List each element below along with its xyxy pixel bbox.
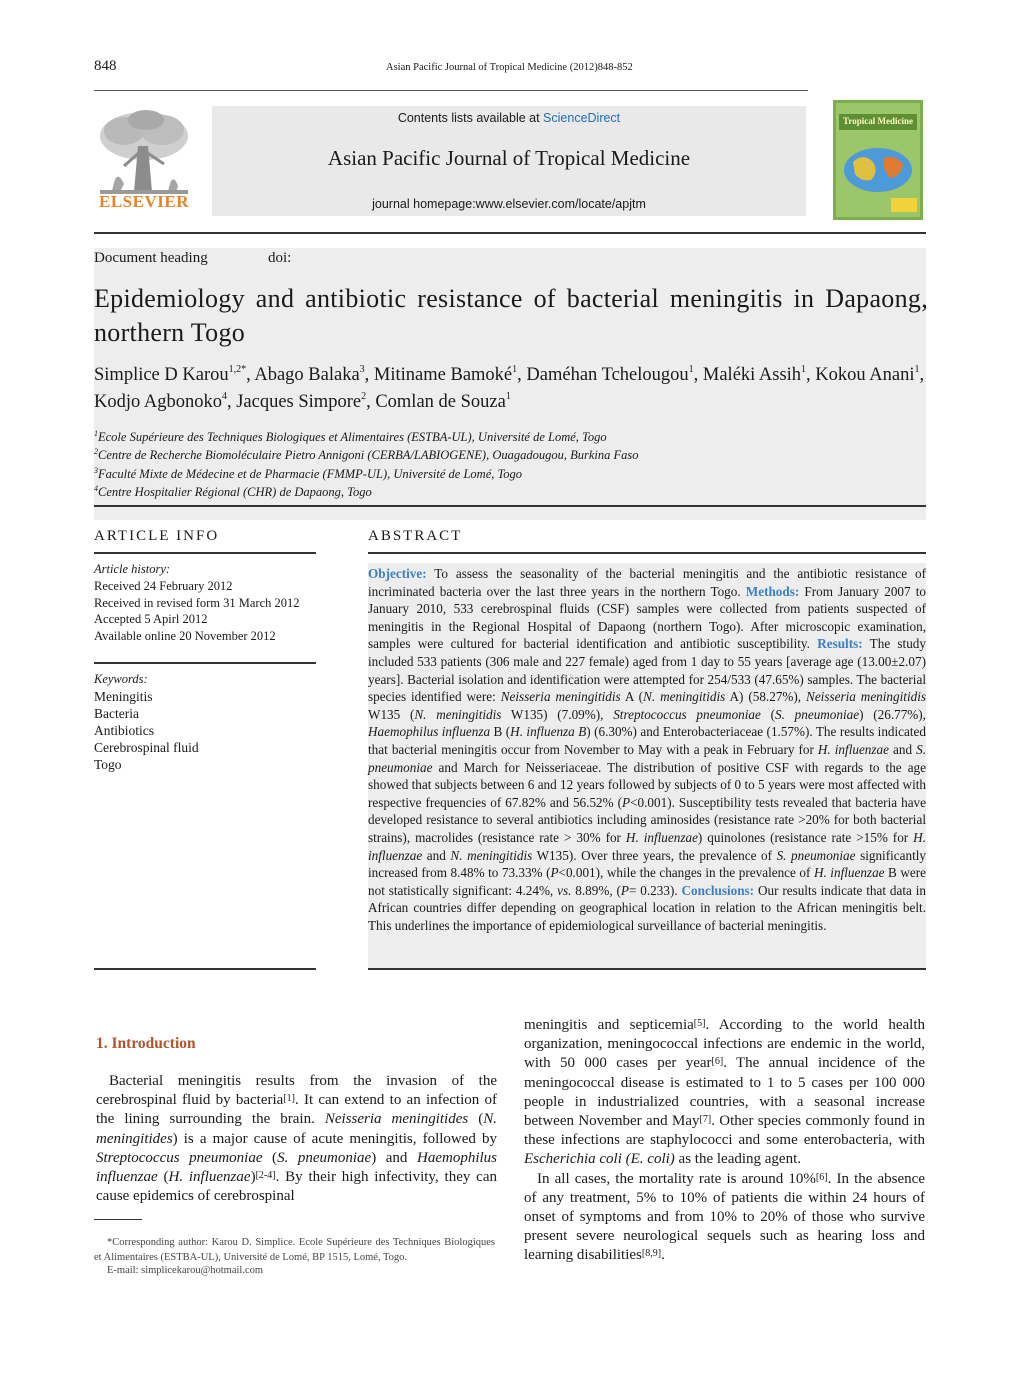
text-run: B ( [490,724,511,740]
band-rule [94,505,926,507]
history-received: Received 24 February 2012 [94,578,233,593]
italic-term: Neisseria meningitidis [500,689,621,705]
author-affiliation-marker: 1,2* [228,364,247,375]
text-run: as the leading agent. [674,1151,802,1168]
citation-ref[interactable]: [1] [283,1093,295,1105]
citation-ref[interactable]: [2-4] [255,1170,276,1182]
italic-term: H. influenzae [817,741,889,757]
affiliation-text: Faculté Mixte de Médecine et de Pharmacie (FMMP-UL), Université de Lomé, Togo [98,466,523,481]
italic-term: S. pneumoniae [776,847,856,863]
article-info-heading: ARTICLE INFO [94,528,220,544]
history-online: Available online 20 November 2012 [94,629,276,644]
author-name: Jacques Simpore [236,392,362,412]
section-heading-introduction: 1. Introduction [96,1035,196,1052]
conclusions-label: Conclusions: [681,882,755,898]
affiliation-item [94,483,928,501]
italic-term: S. pneumoniae [277,1149,372,1166]
text-run: Bacterial meningitis results from the invasion of the cerebrospinal fluid by bacteria [96,1073,497,1109]
italic-term: S. pneumoniae [775,706,860,722]
keyword-item: Cerebrospinal fluid [94,740,199,755]
results-text [368,636,926,897]
keywords-rule [94,662,316,664]
introduction-column-1 [96,1072,497,1206]
italic-term: P [622,794,631,810]
text-run: . The annual incidence of the meningococcal disease is estimated to 1 to 5 cases per 100 000 people in industrialized countries, with a seasonal increase between November and May [524,1055,925,1130]
citation-ref[interactable]: [6] [711,1056,724,1068]
italic-term: H. influenzae [625,829,698,845]
text-run: significantly increased from 8.48% to 73.33% ( [368,847,926,881]
author-name: Mitiname Bamoké [373,365,513,385]
article-history [94,561,316,645]
footnote-rule [94,1219,142,1220]
author-affiliation-marker: 1 [914,364,920,375]
corresponding-email[interactable]: E-mail: simplicekarou@hotmail.com [107,1265,264,1276]
italic-term: Haemophilus influenza [368,724,491,740]
italic-term: Neisseria meningitidis [806,689,926,705]
text-run: . [661,1247,665,1264]
text-run: ( [760,706,776,722]
text-run: meningitis and septicemia [524,1017,694,1033]
abstract-text [368,565,926,934]
journal-cover-thumbnail[interactable] [833,100,923,220]
author-affiliation-marker: 1 [505,391,511,402]
text-run: ) (26.77%), [859,706,926,722]
journal-homepage-link[interactable]: journal homepage:www.elsevier.com/locate/apjtm [372,197,646,211]
affiliation-number: 3 [94,465,98,475]
italic-term: Streptococcus pneumoniae [96,1149,263,1166]
citation-ref[interactable]: [8,9] [641,1248,662,1260]
affiliation-number: 2 [94,447,98,457]
affiliation-text: Ecole Supérieure des Techniques Biologiques et Alimentaires (ESTBA-UL), Université de Lomé, Togo [98,430,607,444]
article-info-bottom-rule [94,968,316,970]
author-affiliation-marker: 1 [688,364,694,375]
text-run: In all cases, the mortality rate is around 10% [537,1170,816,1187]
text-run: ( [157,1169,169,1186]
text-run: ( [468,1111,484,1128]
text-run: . In the absence of any treatment, 5% to 10% of patients die within 24 hours of onset of symptoms and from 10% to 20% of those who survive present severe neurological sequels such as hearing loss and learning disabilities [524,1170,925,1264]
elsevier-wordmark: ELSEVIER [99,192,189,211]
text-run: W135 ( [368,706,415,722]
text-run: ) quinolones (resistance rate >15% for [697,829,914,845]
italic-term: Streptococcus pneumoniae [613,706,761,722]
history-revised: Received in revised form 31 March 2012 [94,595,300,610]
methods-text: From January 2007 to January 2010, 533 cerebrospinal fluids (CSF) samples were collected from patients suspected of meningitis in the Regional Hospital of Dapaong (northern Togo). After microscopic examination, samples were cultured for bacterial identification and antibiotic susceptibility. [368,583,926,652]
affiliation-item [94,446,928,464]
journal-masthead [212,106,806,216]
text-run: ) [250,1169,256,1186]
introduction-paragraph [524,1016,925,1170]
author-affiliation-marker: 1 [801,364,807,375]
italic-term: Escherichia coli (E. coli) [524,1151,675,1168]
article-info-rule [94,552,316,554]
italic-term: P [620,882,629,898]
text-run: W135). Over three years, the prevalence of [532,847,777,863]
italic-term: N. meningitides [96,1111,498,1147]
text-run: ( [262,1149,278,1166]
author-affiliation-marker: 3 [359,364,365,375]
text-run: The study included 533 patients (306 male and 227 female) aged from 1 day to 55 years [average age (13.00±2.07) years]. Bacterial isolation and identification were attempted for 254/533 (47.65%) samples. The bacterial species identified were: [368,636,926,705]
introduction-paragraph [524,1170,925,1266]
affiliation-text: Centre Hospitalier Régional (CHR) de Dapaong, Togo [98,484,372,499]
introduction-column-2 [524,1016,925,1266]
contents-prefix: Contents lists available at [397,111,544,125]
text-run: . Other species commonly found in these infections are staphylococci and some enterobacteria, with [524,1113,926,1149]
text-run: and March for Neisseriaceae. The distribution of positive CSF with regards to the age showed that subjects between 6 and 12 years followed by subjects of 0 to 5 years were most affected with respective frequencies of 67.82% and 56.52% ( [368,759,926,810]
text-run: . According to the world health organization, meningococcal infections are endemic in the world, with 50 000 cases per year [524,1017,925,1072]
abstract-rule [368,552,926,554]
italic-term: H. influenzae [813,865,885,881]
masthead-rule [94,232,926,234]
elsevier-logo[interactable] [94,106,194,218]
italic-term: H. influenzae [168,1169,251,1186]
cover-journal-name: Tropical Medicine [843,116,913,126]
keyword-item: Bacteria [94,706,139,721]
citation-ref[interactable]: [7] [699,1114,712,1126]
text-run: <0.001). Susceptibility tests revealed that bacteria have developed resistance to several antibiotics including aminosides (resistance rate >20% for both bacterial strains), macrolides (resistance rate > 30% for [368,794,926,845]
journal-title: Asian Pacific Journal of Tropical Medicine [327,146,691,170]
corresponding-author-note: *Corresponding author: Karou D. Simplice. Ecole Supérieure des Techniques Biologiques et Alimentaires (ESTBA-UL), Université de Lomé, BP 1515, Lomé, Togo. [94,1237,495,1263]
text-run: B were not statistically significant: 4.24%, [368,865,927,898]
objective-text: To assess the seasonality of the bacterial meningitis and the antibiotic resistance of incriminated bacteria over the last three years in the northern Togo. [368,566,926,599]
italic-term: N. meningitidis [450,847,533,863]
italic-term: H. influenza B [510,724,587,740]
affiliation-text: Centre de Recherche Biomoléculaire Pietro Annigoni (CERBA/LABIOGENE), Ouagadougou, Burkina Faso [98,448,639,463]
conclusions-text: Our results indicate that data in African countries differ depending on geographical location in relation to the African meningitis belt. This underlines the importance of epidemiological surveillance of bacterial meningitis. [368,882,926,933]
keyword-item: Togo [94,757,122,772]
text-run: A) (58.27%), [725,689,807,705]
affiliation-item [94,428,928,446]
italic-term: Haemophilus influenzae [96,1149,497,1186]
italic-term: S. pneumoniae [368,741,927,775]
text-run: 8.89%, ( [571,882,621,898]
citation-ref[interactable]: [6] [815,1171,828,1183]
text-run: ) and [371,1149,417,1166]
results-label: Results: [817,636,863,652]
author-name: Maléki Assih [702,365,802,385]
author-name: Kodjo Agbonoko [94,392,222,412]
author-name: Daméhan Tchelougou [526,365,689,385]
text-run: A ( [620,689,644,705]
text-run: = 0.233). [628,882,678,898]
italic-term: vs. [557,882,572,898]
doi-label: doi: [268,250,292,266]
author-affiliation-marker: 4 [221,391,227,402]
article-title: Epidemiology and antibiotic resistance of bacterial meningitis in Dapaong, northern Togo [94,284,928,347]
text-run: . It can extend to an infection of the lining surrounding the brain. [96,1092,497,1128]
author-affiliation-marker: 2 [361,391,367,402]
text-run: . By their high infectivity, they can cause epidemics of cerebrospinal [96,1169,497,1205]
running-head: Asian Pacific Journal of Tropical Medicine (2012)848-852 [386,62,633,73]
page-number: 848 [94,58,117,74]
author-name: Abago Balaka [254,365,360,385]
keyword-item: Meningitis [94,689,153,704]
text-run: and [888,741,917,757]
document-heading: Document heading [94,250,208,266]
author-name: Comlan de Souza [375,392,506,412]
abstract-bottom-rule [368,968,926,970]
affiliation-item [94,465,928,483]
contents-line [212,111,806,125]
sciencedirect-link[interactable]: ScienceDirect [543,111,621,125]
author-list: Simplice D Karou$^{1,2*}$, Abago Balaka$^3$, Mitiname Bamoké$^1$, Daméhan Tchelougou$^1$, Maléki Assih$^1$, Kokou Anani$^1$, Kodjo Agbonoko$^4$, Jacques Simpore$^2$, Comlan de Souza$^1$ [94,364,925,412]
affiliation-number: 4 [94,483,98,493]
author-name: Simplice D Karou [94,365,229,385]
author-name: Kokou Anani [815,365,915,385]
keywords-label: Keywords: [94,672,148,686]
abstract-heading: ABSTRACT [368,528,463,544]
italic-term: N. meningitidis [643,689,726,705]
keywords [94,671,316,773]
affiliation-list [94,428,928,501]
keyword-item: Antibiotics [94,723,154,738]
text-run: ) is a major cause of acute meningitis, followed by [172,1130,497,1147]
italic-term: N. meningitidis [414,706,502,722]
text-run: <0.001), while the changes in the prevalence of [558,865,814,881]
text-run: and [422,847,451,863]
italic-term: H. influenzae [368,829,926,863]
citation-ref[interactable]: [5] [693,1018,706,1029]
objective-label: Objective: [368,566,427,581]
top-rule [94,90,808,91]
history-accepted: Accepted 5 Apirl 2012 [94,612,208,627]
text-run: W135) (7.09%), [501,706,614,722]
author-affiliation-marker: 1 [512,364,518,375]
methods-label: Methods: [745,583,800,599]
text-run: ) (6.30%) and Enterobacteriaceae (1.57%). The results indicated that bacterial meningitis occur from November to May with a peak in February for [368,724,927,757]
italic-term: Neisseria meningitides [324,1111,469,1128]
affiliation-number: 1 [94,429,98,438]
history-label: Article history: [94,562,171,576]
italic-term: P [550,865,559,881]
